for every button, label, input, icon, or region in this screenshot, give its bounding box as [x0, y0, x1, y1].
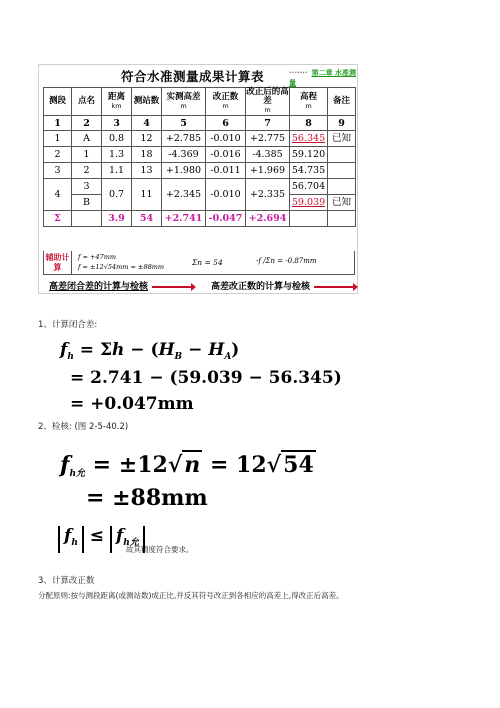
aux-station-sum: Σn = 54	[192, 258, 223, 267]
slide-subtitle: ······· 第二章 水准测量	[289, 69, 357, 87]
aux-correction-per-station: -f /Σn = -0.87mm	[256, 257, 317, 265]
arrow-icon	[152, 286, 192, 288]
table-header: 测段 点名 距离 km 测站数 实测高差 m 改正数 m 改正后的高差 m 高程 m 备注	[44, 88, 356, 116]
formula-1-line-1: $f_h = \Sigma h - (H_B - H_A)$	[60, 340, 240, 362]
aux-label: 辅助计算	[44, 251, 72, 274]
aux-calc-box	[43, 251, 355, 275]
link-correction-check[interactable]: 高差改正数的计算与检核	[211, 279, 354, 292]
table-row: 4 0.7 11 +2.345 -0.010 +2.335	[44, 179, 356, 195]
column-number-row: 1 2 3 4 5 6 7 8 9	[44, 116, 356, 131]
table-row: 1 A 0.8 12 +2.785 -0.010 +2.775 56.345 已知	[44, 131, 356, 147]
section-3-text: 分配原则:按与测段距离(或测站数)成正比,并反其符号改正到各相应的高差上,得改正后高差。	[38, 591, 344, 600]
formula-1-line-3: = +0.047mm	[70, 394, 194, 414]
table-row: 2 1.3 18 -4.369 -0.016 -4.385	[44, 147, 356, 163]
section-3-label: 3、计算改正数	[38, 576, 95, 586]
leveling-table: 测段 点名 距离 km 测站数 实测高差 m 改正数 m 改正后的高差 m 高程 m 备注 1 2 3 4 5 6 7 8 9 1 A 0.8 12 +2.785 -0.010 +2.775 56.345 已知 1 59.120 2 1.3 18 -4.369 -0.016 -4.385 2 54.735 3 1.1 13 +1.980 -0.011 +1.969 3 56.704 4 0.7 11 +2.345 -0.010 +2.335 B 59.039 已知 Σ 3.9 54 +2.741 -0.047 +2.694	[43, 87, 356, 227]
aux-formula-2: f = ±12√54mm = ±88mm	[78, 263, 165, 271]
arrow-icon	[314, 286, 354, 288]
formula-1-line-2: = 2.741 − (59.039 − 56.345)	[70, 368, 342, 388]
slide-figure	[38, 64, 358, 294]
link-closure-check[interactable]: 高差闭合差的计算与检核	[49, 279, 192, 292]
formula-2-line-2: = ±88mm	[86, 485, 208, 511]
slide-title: 符合水准测量成果计算表	[121, 69, 265, 84]
section-2-label: 2、检核: (图 2-5-40.2)	[38, 422, 129, 432]
sum-row: Σ 3.9 54 +2.741 -0.047 +2.694	[44, 211, 356, 227]
aux-formula-1: f = +47mm	[78, 253, 117, 261]
table-row: B 59.039 已知	[44, 195, 356, 211]
formula-2-line-1: $f_{h允} = \pm 12√n = 12√54$	[60, 452, 314, 479]
formula-2-inequality: $f_h \le f_{h允}$	[58, 526, 145, 553]
conclusion-text: 故其精度符合要求。	[126, 545, 194, 554]
table-row: 3 1.1 13 +1.980 -0.011 +1.969	[44, 163, 356, 179]
section-1-label: 1、计算闭合差:	[38, 320, 98, 330]
